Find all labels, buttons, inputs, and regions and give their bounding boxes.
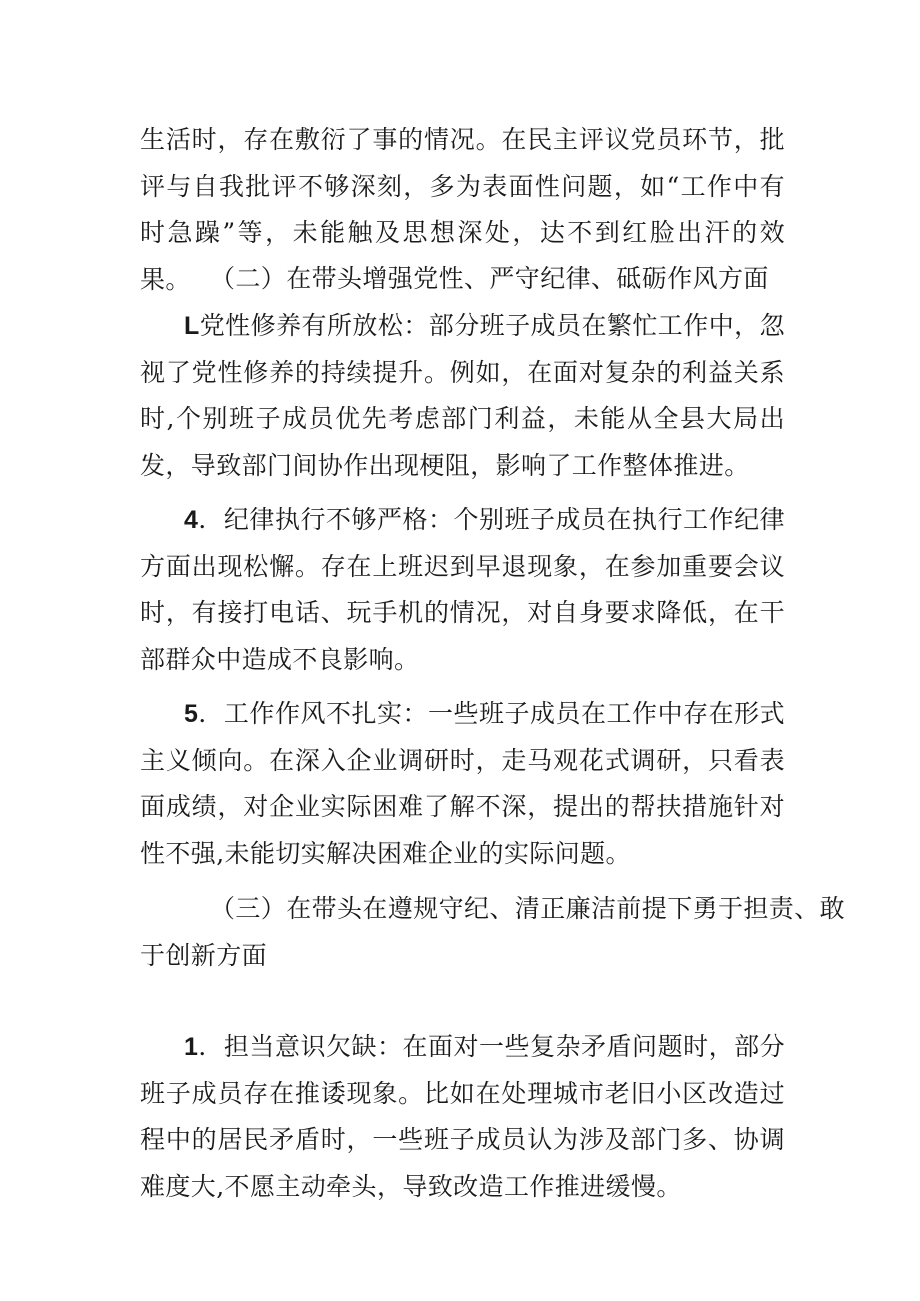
list-item-text: ．工作作风不扎实：一些班子成员在工作中存在形式主义倾向。在深入企业调研时，走马观花式调研，只看表面成绩，对企业实际困难了解不深，提出的帮扶措施针对性不强,未能切实解决困难企业的实际问题。 [140,699,785,868]
section-heading-3-line1 [210,886,845,933]
list-item-4 [140,497,785,683]
list-item-1 [140,1024,785,1210]
paragraph-text: 生活时，存在敷衍了事的情况。在民主评议党员环节，批评与自我批评不够深刻，多为表面性问题，如“工作中有时急躁”等，未能触及思想深处，达不到红脸出汗的效果。 [140,125,785,294]
list-marker: 4 [184,506,199,534]
list-item-text: ．担当意识欠缺：在面对一些复杂矛盾问题时，部分班子成员存在推诿现象。比如在处理城市老旧小区改造过程中的居民矛盾时，一些班子成员认为涉及部门多、协调难度大,不愿主动牵头，导致改造工作推进缓慢。 [140,1032,785,1201]
list-marker: 1 [184,1033,199,1061]
list-marker: 5 [184,700,199,728]
list-item-5 [140,691,785,877]
section-heading-text: 于创新方面 [140,941,268,970]
section-heading-text: （三）在带头在遵规守纪、清正廉洁前提下勇于担责、敢 [210,894,846,923]
list-marker: L [184,312,200,340]
section-heading-2 [210,256,769,303]
list-item-text: ．纪律执行不够严格：个别班子成员在执行工作纪律方面出现松懈。存在上班迟到早退现象，在参加重要会议时，有接打电话、玩手机的情况，对自身要求降低，在干部群众中造成不良影响。 [140,505,785,674]
list-item-l [140,303,785,489]
list-item-text: 党性修养有所放松：部分班子成员在繁忙工作中，忽视了党性修养的持续提升。例如，在面对复杂的利益关系时,个别班子成员优先考虑部门利益，未能从全县大局出发，导致部门间协作出现梗阻，影响了工作整体推进。 [140,311,785,480]
section-heading-text: （二）在带头增强党性、严守纪律、砥砺作风方面 [210,264,769,293]
section-heading-3-line2 [140,933,267,980]
